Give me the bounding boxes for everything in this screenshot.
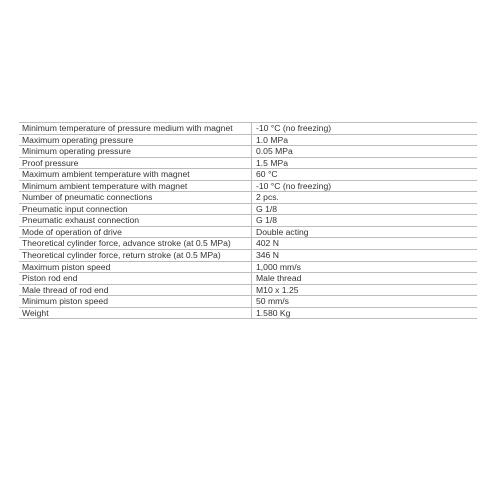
table-row bbox=[19, 192, 477, 204]
spec-value: 346 N bbox=[252, 250, 478, 262]
spec-value: 50 mm/s bbox=[252, 296, 478, 308]
table-row bbox=[19, 284, 477, 296]
spec-label: Maximum operating pressure bbox=[19, 134, 252, 146]
spec-label: Number of pneumatic connections bbox=[19, 192, 252, 204]
spec-value: G 1/8 bbox=[252, 215, 478, 227]
spec-value: G 1/8 bbox=[252, 203, 478, 215]
spec-value: 1.5 MPa bbox=[252, 157, 478, 169]
table-row bbox=[19, 203, 477, 215]
table-row bbox=[19, 123, 477, 135]
spec-value: -10 °C (no freezing) bbox=[252, 180, 478, 192]
spec-label: Mode of operation of drive bbox=[19, 226, 252, 238]
table-row bbox=[19, 250, 477, 262]
specifications-table bbox=[19, 122, 477, 319]
spec-value: 1,000 mm/s bbox=[252, 261, 478, 273]
spec-label: Theoretical cylinder force, return stroke (at 0.5 MPa) bbox=[19, 250, 252, 262]
specifications-table-body bbox=[19, 123, 477, 319]
table-row bbox=[19, 296, 477, 308]
spec-value: M10 x 1.25 bbox=[252, 284, 478, 296]
table-row bbox=[19, 146, 477, 158]
spec-value: Male thread bbox=[252, 273, 478, 285]
spec-value: 2 pcs. bbox=[252, 192, 478, 204]
table-row bbox=[19, 134, 477, 146]
spec-value: 1.580 Kg bbox=[252, 307, 478, 319]
table-row bbox=[19, 180, 477, 192]
table-row bbox=[19, 238, 477, 250]
spec-label: Male thread of rod end bbox=[19, 284, 252, 296]
spec-label: Minimum temperature of pressure medium with magnet bbox=[19, 123, 252, 135]
spec-value: 402 N bbox=[252, 238, 478, 250]
spec-label: Pneumatic exhaust connection bbox=[19, 215, 252, 227]
table-row bbox=[19, 226, 477, 238]
spec-label: Minimum operating pressure bbox=[19, 146, 252, 158]
table-row bbox=[19, 215, 477, 227]
spec-label: Minimum ambient temperature with magnet bbox=[19, 180, 252, 192]
spec-label: Minimum piston speed bbox=[19, 296, 252, 308]
table-row bbox=[19, 261, 477, 273]
table-row bbox=[19, 169, 477, 181]
spec-label: Piston rod end bbox=[19, 273, 252, 285]
table-row bbox=[19, 273, 477, 285]
spec-label: Weight bbox=[19, 307, 252, 319]
spec-label: Pneumatic input connection bbox=[19, 203, 252, 215]
spec-value: 60 °C bbox=[252, 169, 478, 181]
spec-value: 1.0 MPa bbox=[252, 134, 478, 146]
table-row bbox=[19, 307, 477, 319]
spec-value: 0.05 MPa bbox=[252, 146, 478, 158]
table-row bbox=[19, 157, 477, 169]
spec-label: Proof pressure bbox=[19, 157, 252, 169]
spec-label: Maximum piston speed bbox=[19, 261, 252, 273]
spec-label: Theoretical cylinder force, advance stroke (at 0.5 MPa) bbox=[19, 238, 252, 250]
spec-value: Double acting bbox=[252, 226, 478, 238]
spec-value: -10 °C (no freezing) bbox=[252, 123, 478, 135]
spec-label: Maximum ambient temperature with magnet bbox=[19, 169, 252, 181]
